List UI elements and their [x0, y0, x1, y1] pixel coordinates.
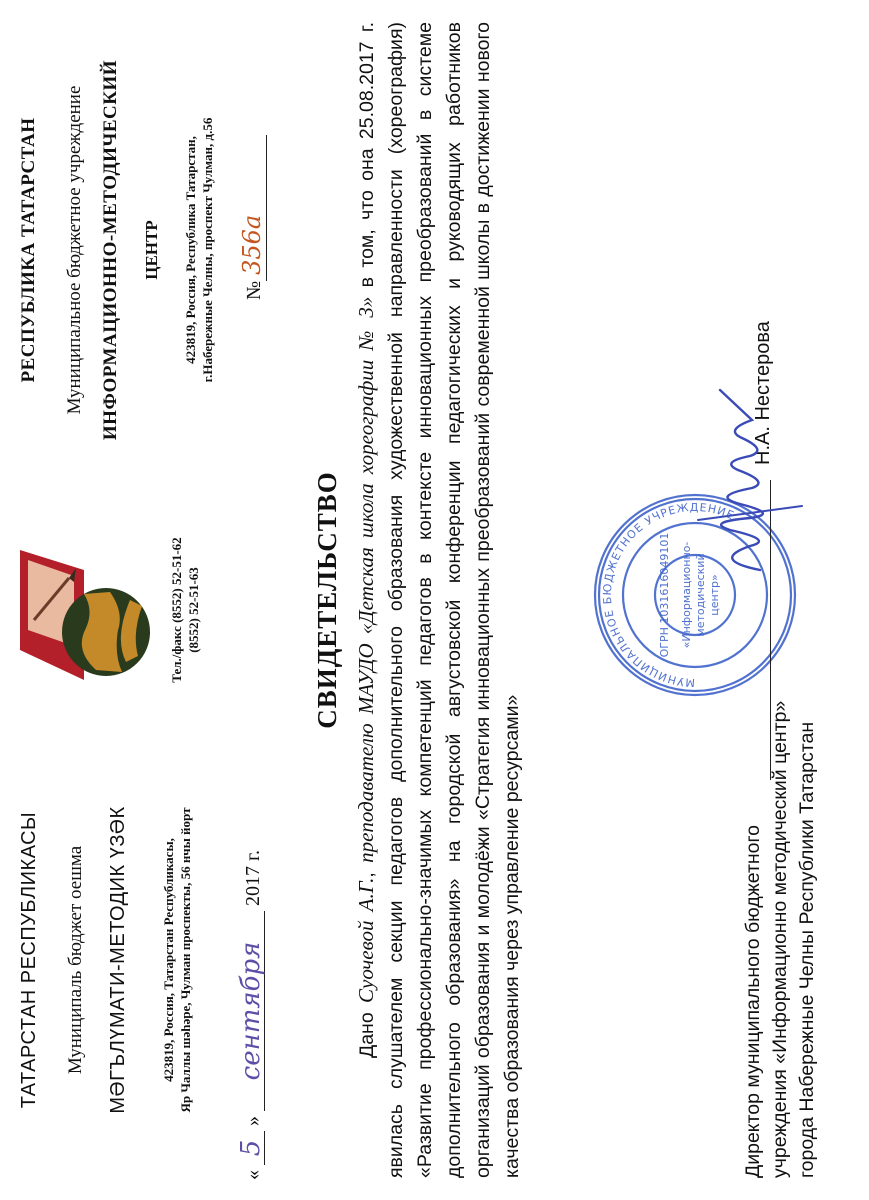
phone-line2: (8552) 52-51-63: [186, 567, 201, 653]
date-open-quote: «: [242, 1170, 264, 1180]
right-address: [182, 20, 216, 480]
body-intro: Дано: [356, 1003, 378, 1058]
body-rest: в том, что она 25.08.2017 г. явилась слушателем секции педагогов дополнительного образования художественной направленности (хореография) «Развитие профессионально-значимых компетенций педагогов в контексте инновационных преобразований в системе дополнительного образования» на городской августовской конференции педагогических и руководящих работников организаций образования и молодёжи «Стратегия инновационных преобразований современной школы в достижении нового качества образования через управление ресурсами»: [356, 21, 523, 1178]
right-header-center-name2: ЦЕНТР: [142, 220, 161, 280]
left-address-line2: Яр Чаллы шәһәре, Чулман проспекты, 56 нчы йорт: [178, 807, 193, 1113]
left-header: [18, 740, 130, 1180]
signature-line1: Директор муниципального бюджетного: [742, 824, 764, 1178]
document-title: СВИДЕТЕЛЬСТВО: [312, 471, 342, 729]
stamp-outer-text: МУНИЦИПАЛЬНОЕ БЮДЖЕТНОЕ УЧРЕЖДЕНИЕ: [600, 500, 737, 690]
stamp-center-line1: «Информационно-: [680, 541, 693, 649]
signature-block: [740, 678, 821, 1178]
phone-line1: Тел./факс (8552) 52-51-62: [169, 537, 184, 683]
logo-emblem-icon: [14, 540, 154, 690]
signature-line2: учреждения «Информационно методический центр»: [769, 700, 791, 1178]
contacts-block: [168, 500, 202, 720]
right-header-title: РЕСПУБЛИКА ТАТАРСТАН: [18, 117, 39, 383]
left-header-center-name: МӘГЪЛҮМАТИ-МЕТОДИК ҮЗӘК: [107, 806, 129, 1114]
right-header-center-name: ИНФОРМАЦИОННО-МЕТОДИЧЕСКИЙ: [100, 59, 121, 441]
document-number: [238, 135, 267, 300]
left-header-subtitle: Муниципаль бюджет оешма: [65, 845, 86, 1075]
right-header: [18, 20, 162, 480]
body-person: Суочевой А.Г.: [354, 877, 378, 1003]
right-address-line2: г.Набережные Челны, проспект Чулман, д.56: [200, 117, 215, 383]
document-number-prefix: №: [243, 280, 265, 300]
handwritten-signature: [690, 380, 810, 580]
stamp-center-line3: центр»: [708, 574, 721, 616]
stamp-center-line2: методический: [694, 553, 707, 637]
body-position: преподавателю МАУДО «Детская школа хореографии № 3»: [354, 296, 378, 863]
date-close-quote: »: [242, 1116, 264, 1126]
body-comma: ,: [356, 862, 378, 878]
signatory-name: Н.А. Нестерова: [752, 321, 774, 465]
signature-scribble-icon: [690, 380, 810, 580]
left-header-title: ТАТАРСТАН РЕСПУБЛИКАСЫ: [18, 811, 40, 1109]
left-address: [160, 740, 194, 1180]
document-number-value: 356а: [238, 135, 267, 281]
date-day: 5: [238, 1131, 265, 1165]
signature-line3: города Набережные Челны Республики Татарстан: [796, 721, 818, 1178]
left-address-line1: 423819, Россия, Татарстан Республикасы,: [161, 838, 176, 1082]
right-address-line1: 423819, Россия, Республика Татарстан,: [183, 136, 198, 364]
issue-date: [238, 850, 265, 1180]
certificate-body: [352, 22, 527, 1178]
stamp-ogrn: ОГРН 1031616049101: [658, 532, 671, 658]
organization-logo: [14, 540, 154, 690]
date-year: 2017 г.: [242, 850, 264, 906]
right-header-subtitle: Муниципальное бюджетное учреждение: [64, 85, 85, 415]
date-month: сентября: [238, 911, 265, 1111]
